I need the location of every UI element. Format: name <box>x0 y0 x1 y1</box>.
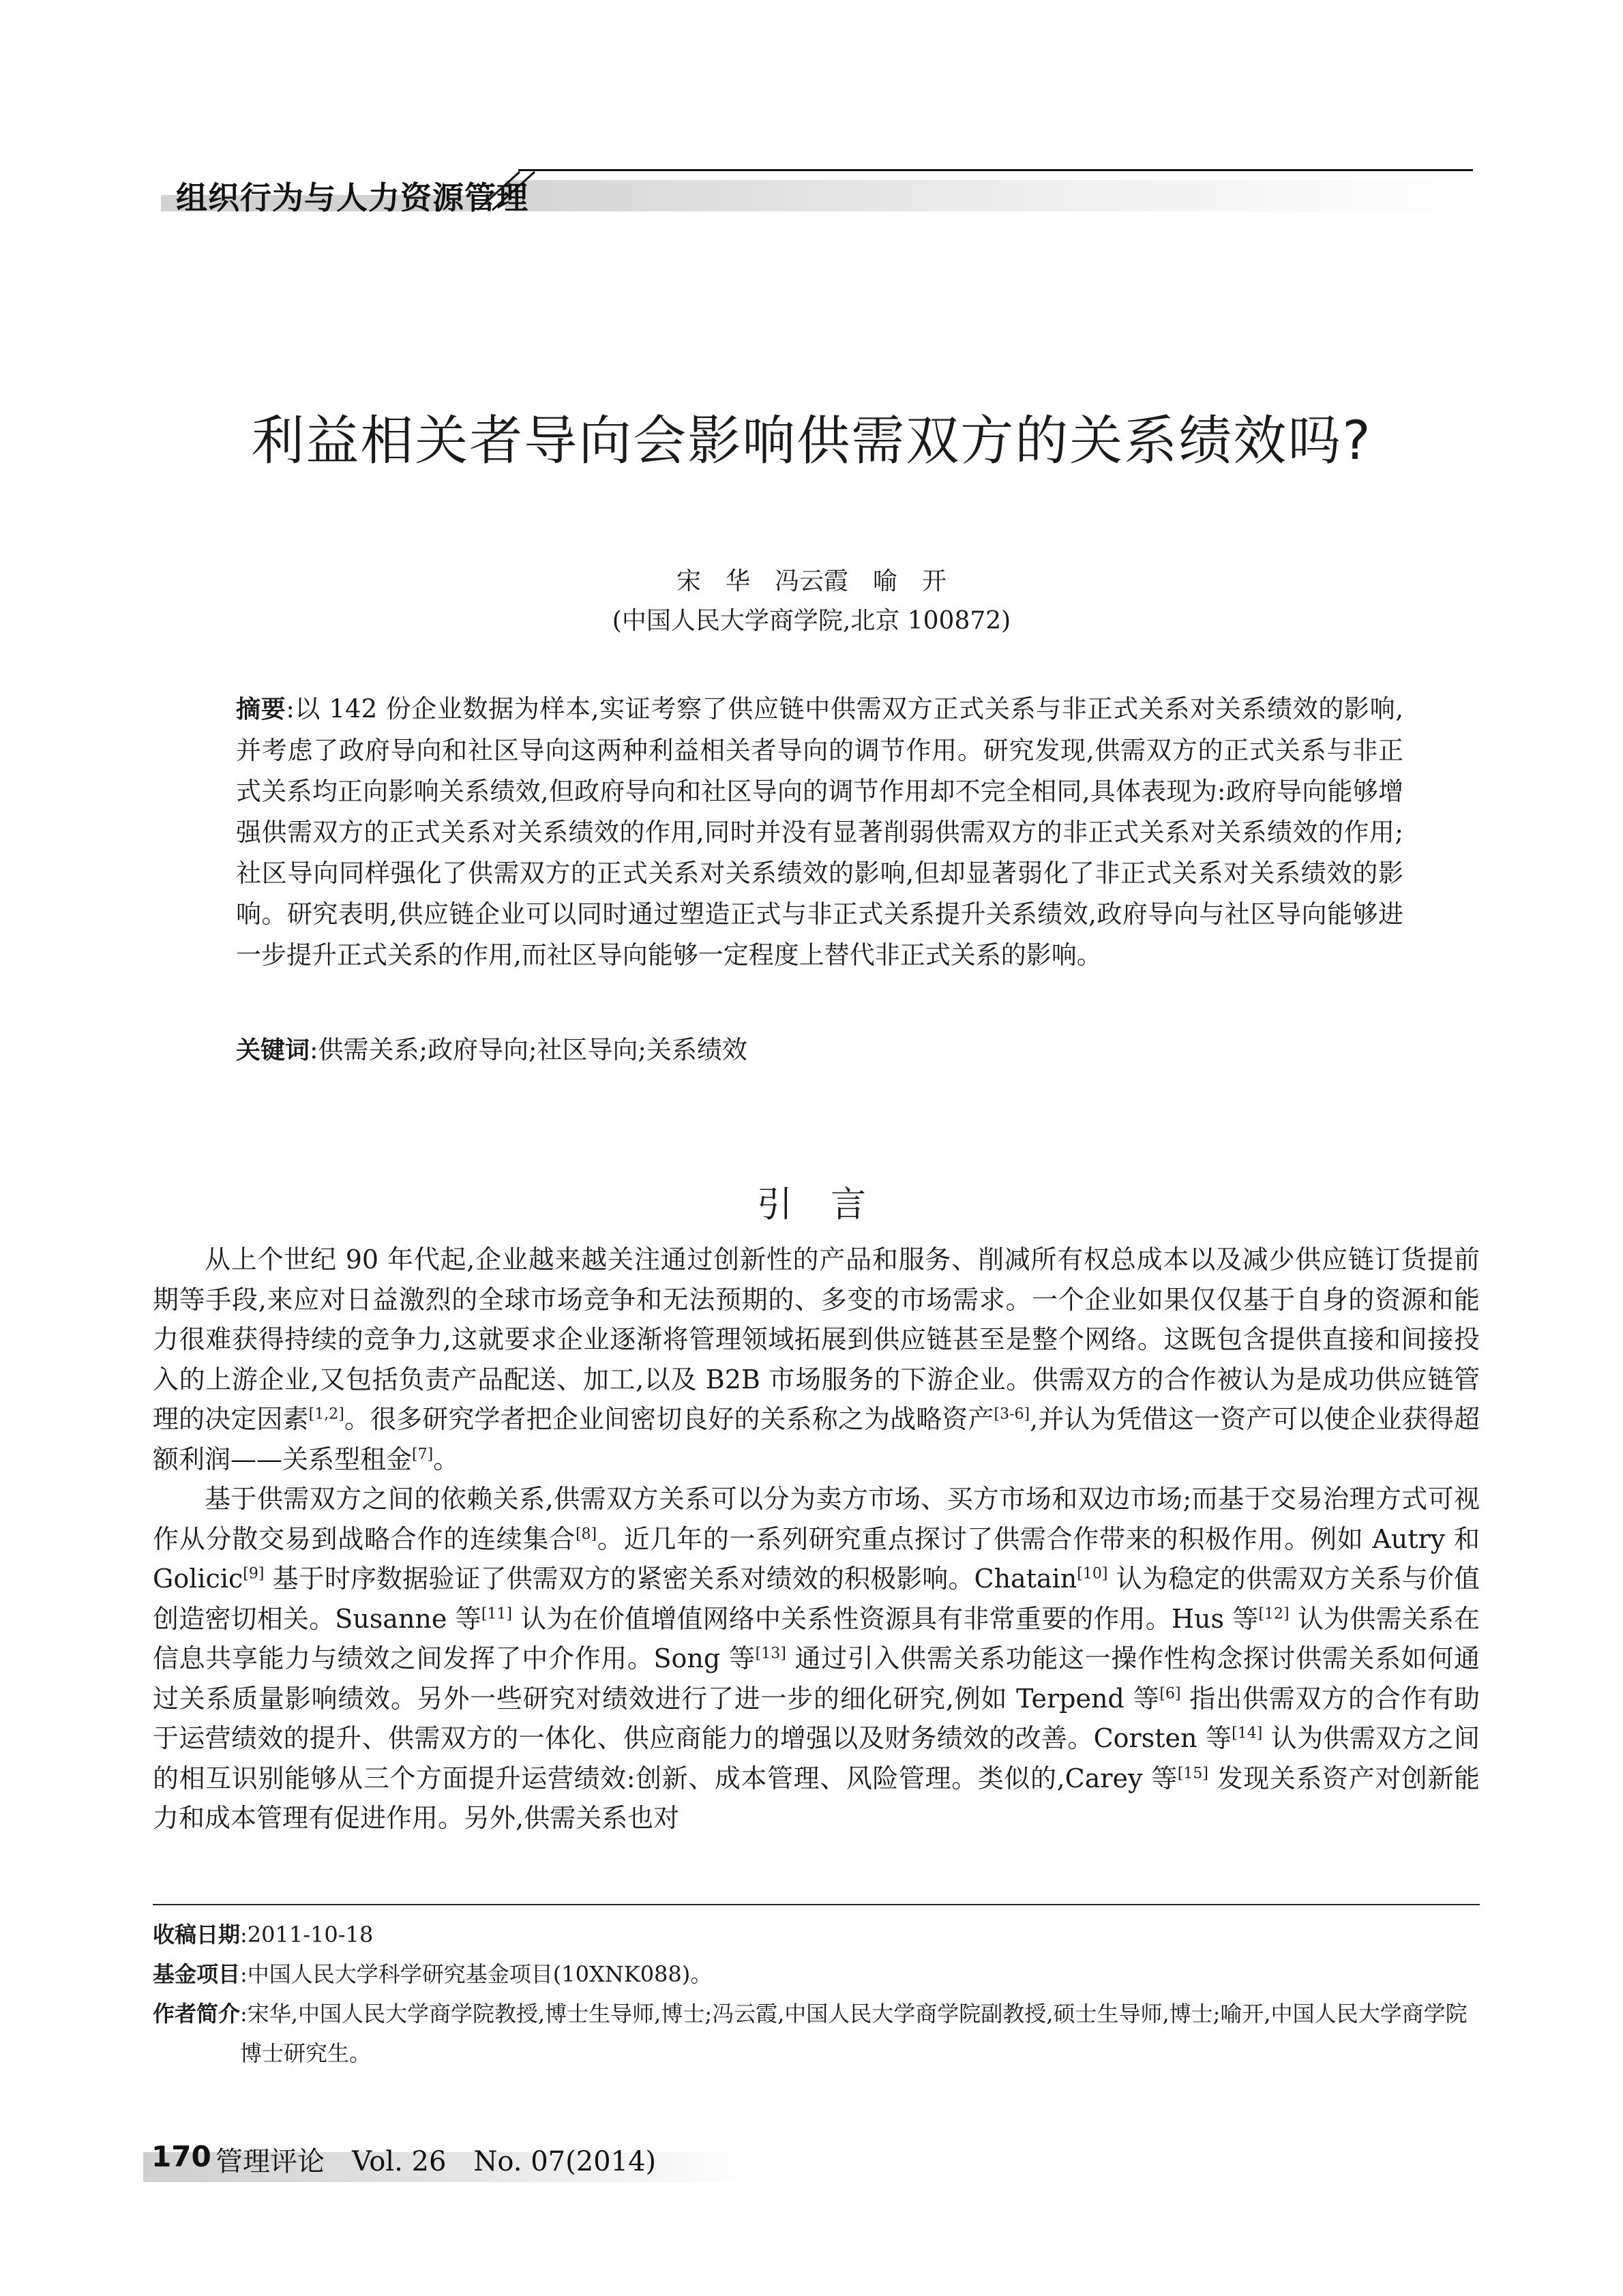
text-run: 基于供需双方之间的依赖关系,供需双方关系可以分为卖方市场、买方市场和双边市场;而基于交易治理方式可视作从分散交易到战略合作的连续集合 <box>153 1484 1480 1554</box>
citation: [11] <box>481 1605 513 1622</box>
citation: [9] <box>243 1565 265 1583</box>
paragraph-2 <box>153 1479 1480 1838</box>
received-label: 收稿日期 <box>153 1922 241 1948</box>
citation: [3-6] <box>994 1405 1030 1423</box>
received-text: :2011-10-18 <box>240 1922 374 1948</box>
abstract-text: :以 142 份企业数据为样本,实证考察了供应链中供需双方正式关系与非正式关系对关系绩效的影响,并考虑了政府导向和社区导向这两种利益相关者导向的调节作用。研究发现,供需双方的正式关系与非正式关系均正向影响关系绩效,但政府导向和社区导向的调节作用却不完全相同,具体表现为:政府导向能够增强供需双方的正式关系对关系绩效的作用,同时并没有显著削弱供需双方的非正式关系对关系绩效的作用;社区导向同样强化了供需双方的正式关系对关系绩效的影响,但却显著弱化了非正式关系对关系绩效的影响。研究表明,供应链企业可以同时通过塑造正式与非正式关系提升关系绩效,政府导向与社区导向能够进一步提升正式关系的作用,而社区导向能够一定程度上替代非正式关系的影响。 <box>236 694 1403 970</box>
keywords <box>236 1030 1403 1071</box>
citation: [12] <box>1258 1605 1290 1622</box>
keywords-label: 关键词 <box>236 1037 310 1064</box>
paragraph-1 <box>153 1240 1480 1479</box>
abstract <box>236 689 1403 976</box>
bio-label: 作者简介 <box>153 2001 241 2027</box>
text-run: 通过引入供需关系功能这一操作性构念探讨供需关系如何通过关系质量影响绩效。另外一些研究对绩效进行了进一步的细化研究,例如 Terpend 等 <box>153 1643 1480 1714</box>
citation: [8] <box>575 1525 597 1542</box>
fund-project <box>153 1954 1480 1994</box>
citation: [13] <box>755 1645 786 1663</box>
fund-text: :中国人民大学科学研究基金项目(10XNK088)。 <box>240 1961 713 1987</box>
keywords-text: :供需关系;政府导向;社区导向;关系绩效 <box>310 1035 747 1064</box>
text-run: 从上个世纪 90 年代起,企业越来越关注通过创新性的产品和服务、削减所有权总成本以及减少供应链订货提前期等手段,来应对日益激烈的全球市场竞争和无法预期的、多变的市场需求。一个企业如果仅仅基于自身的资源和能力很难获得持续的竞争力,这就要求企业逐渐将管理领域拓展到供应链甚至是整个网络。这既包含提供直接和间接投入的上游企业,又包括负责产品配送、加工,以及 B2B 市场服务的下游企业。供需双方的合作被认为是成功供应链管理的决定因素 <box>153 1244 1480 1434</box>
intro-heading: 引言 <box>756 1184 904 1225</box>
body-text <box>153 1240 1480 1838</box>
author-bio <box>153 1994 1480 2073</box>
text-run: ,并认为凭借这一资产可以使企业获得超额利润——关系型租金 <box>153 1404 1480 1474</box>
abstract-label: 摘要 <box>236 696 286 724</box>
text-run: 。近几年的一系列研究重点探讨了供需合作带来的积极作用。例如 Autry 和 Golicic <box>153 1523 1480 1594</box>
affiliation: (中国人民大学商学院,北京 100872) <box>612 607 1011 635</box>
text-run: 认为供需双方之间的相互识别能够从三个方面提升运营绩效:创新、成本管理、风险管理。类似的,Carey 等 <box>153 1723 1480 1793</box>
text-run: 认为在价值增值网络中关系性资源具有非常重要的作用。Hus 等 <box>512 1603 1259 1634</box>
fund-label: 基金项目 <box>153 1961 241 1987</box>
received-date <box>153 1915 1480 1954</box>
text-run: 。很多研究学者把企业间密切良好的关系称之为战略资产 <box>344 1404 994 1434</box>
text-run: 认为稳定的供需双方关系与价值创造密切相关。Susanne 等 <box>153 1564 1480 1634</box>
authors: 宋 华 冯云霞 喻 开 <box>676 567 947 595</box>
section-label: 组织行为与人力资源管理 <box>176 179 528 216</box>
citation: [14] <box>1232 1725 1263 1742</box>
text-run: 发现关系资产对创新能力和成本管理有促进作用。另外,供需关系也对 <box>153 1763 1480 1833</box>
text-run: 基于时序数据验证了供需双方的紧密关系对绩效的积极影响。Chatain <box>264 1564 1077 1594</box>
page-number: 170 <box>151 2140 211 2173</box>
bio-text: :宋华,中国人民大学商学院教授,博士生导师,博士;冯云霞,中国人民大学商学院副教授,硕士生导师,博士;喻开,中国人民大学商学院博士研究生。 <box>240 2001 1468 2066</box>
text-run: 。 <box>433 1444 460 1474</box>
citation: [10] <box>1077 1565 1108 1583</box>
text-run: 指出供需双方的合作有助于运营绩效的提升、供需双方的一体化、供应商能力的增强以及财务绩效的改善。Corsten 等 <box>153 1683 1480 1753</box>
citation: [7] <box>412 1445 434 1463</box>
citation: [1,2] <box>308 1405 344 1423</box>
header-rule <box>518 169 1473 171</box>
footnote-rule <box>153 1904 1480 1905</box>
citation: [15] <box>1177 1764 1208 1782</box>
footnotes <box>153 1915 1480 2073</box>
article-title: 利益相关者导向会影响供需双方的关系绩效吗? <box>251 411 1372 472</box>
text-run: 认为供需关系在信息共享能力与绩效之间发挥了中介作用。Song 等 <box>153 1603 1480 1673</box>
citation: [6] <box>1159 1684 1181 1702</box>
header-band <box>505 180 1473 211</box>
journal-info: 管理评论 Vol. 26 No. 07(2014) <box>215 2146 657 2177</box>
